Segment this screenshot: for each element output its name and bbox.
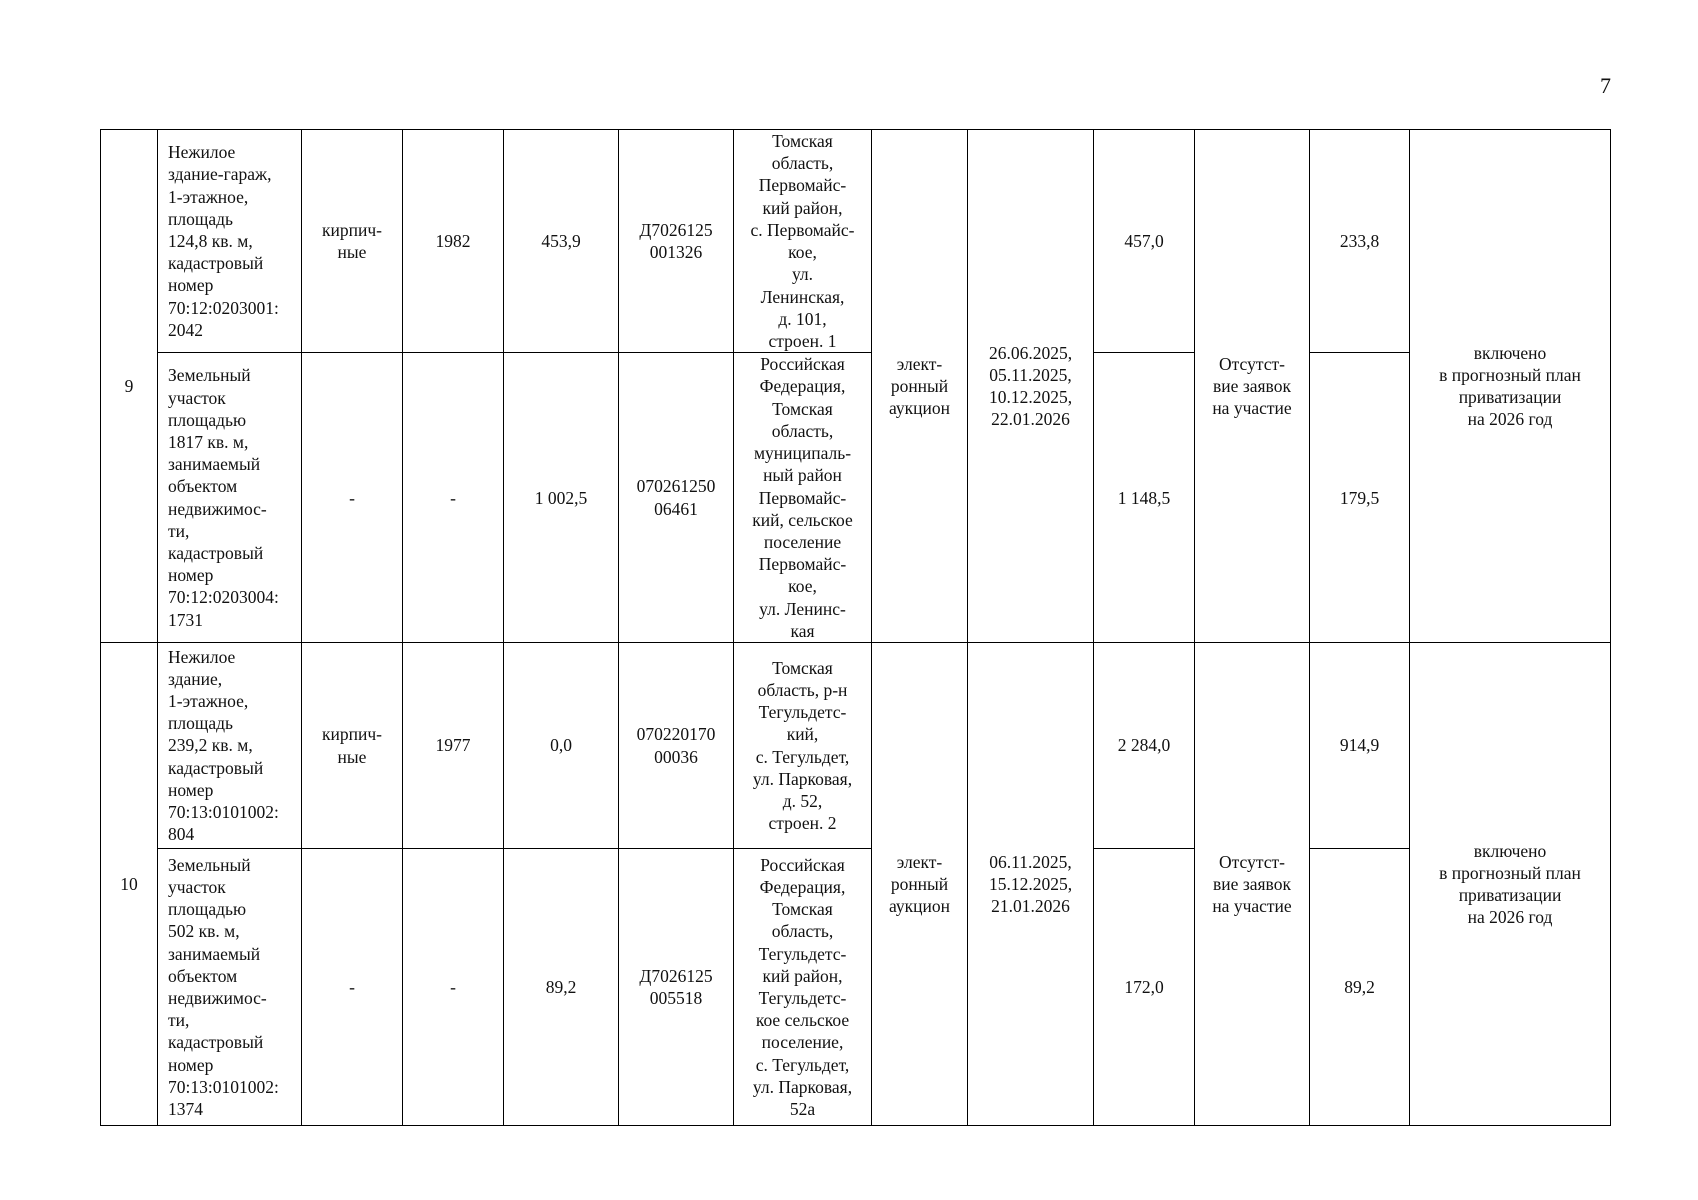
value-cell: 0,0 bbox=[504, 643, 619, 849]
object-address: Российская Федерация, Томская область, муниципаль- ный район Первомайс- кий, сельское поселение Первомайс- кое, ул. Ленинс- кая bbox=[734, 353, 872, 643]
object-description: Земельный участок площадью 502 кв. м, занимаемый объектом недвижимос- ти, кадастровый номер 70:13:0101002: 1374 bbox=[158, 849, 302, 1126]
wall-material: - bbox=[302, 353, 403, 643]
privatization-note: включено в прогнозный план приватизации на 2026 год bbox=[1410, 130, 1611, 643]
auction-result: Отсутст- вие заявок на участие bbox=[1195, 130, 1310, 643]
value-cell: 1 002,5 bbox=[504, 353, 619, 643]
value-cell: 1 148,5 bbox=[1094, 353, 1195, 643]
object-description: Нежилое здание, 1-этажное, площадь 239,2 кв. м, кадастровый номер 70:13:0101002: 804 bbox=[158, 643, 302, 849]
value-cell: 233,8 bbox=[1310, 130, 1410, 353]
value-cell: 172,0 bbox=[1094, 849, 1195, 1126]
page-number: 7 bbox=[1600, 73, 1611, 98]
wall-material: кирпич- ные bbox=[302, 643, 403, 849]
sale-method: элект- ронный аукцион bbox=[872, 643, 968, 1126]
row-number: 10 bbox=[101, 643, 158, 1126]
registry-number: 070220170 00036 bbox=[619, 643, 734, 849]
object-description: Нежилое здание-гараж, 1-этажное, площадь 124,8 кв. м, кадастровый номер 70:12:0203001: 2042 bbox=[158, 130, 302, 353]
value-cell: 914,9 bbox=[1310, 643, 1410, 849]
construction-year: - bbox=[403, 849, 504, 1126]
registry-number: Д7026125 005518 bbox=[619, 849, 734, 1126]
construction-year: - bbox=[403, 353, 504, 643]
object-address: Томская область, Первомайс- кий район, с. Первомайс- кое, ул. Ленинская, д. 101, строен. 1 bbox=[734, 130, 872, 353]
object-address: Российская Федерация, Томская область, Тегульдетс- кий район, Тегульдетс- кое сельское поселение, с. Тегульдет, ул. Парковая, 52а bbox=[734, 849, 872, 1126]
auction-result: Отсутст- вие заявок на участие bbox=[1195, 643, 1310, 1126]
privatization-note: включено в прогнозный план приватизации на 2026 год bbox=[1410, 643, 1611, 1126]
row-number: 9 bbox=[101, 130, 158, 643]
table-row bbox=[101, 130, 1611, 353]
registry-number: Д7026125 001326 bbox=[619, 130, 734, 353]
value-cell: 89,2 bbox=[1310, 849, 1410, 1126]
construction-year: 1982 bbox=[403, 130, 504, 353]
auction-dates: 06.11.2025, 15.12.2025, 21.01.2026 bbox=[968, 643, 1094, 1126]
auction-dates: 26.06.2025, 05.11.2025, 10.12.2025, 22.01.2026 bbox=[968, 130, 1094, 643]
value-cell: 89,2 bbox=[504, 849, 619, 1126]
wall-material: кирпич- ные bbox=[302, 130, 403, 353]
privatization-table bbox=[100, 129, 1611, 1126]
table-row bbox=[101, 353, 1611, 643]
construction-year: 1977 bbox=[403, 643, 504, 849]
registry-number: 070261250 06461 bbox=[619, 353, 734, 643]
value-cell: 457,0 bbox=[1094, 130, 1195, 353]
value-cell: 453,9 bbox=[504, 130, 619, 353]
table-row bbox=[101, 643, 1611, 849]
sale-method: элект- ронный аукцион bbox=[872, 130, 968, 643]
value-cell: 179,5 bbox=[1310, 353, 1410, 643]
wall-material: - bbox=[302, 849, 403, 1126]
value-cell: 2 284,0 bbox=[1094, 643, 1195, 849]
object-description: Земельный участок площадью 1817 кв. м, занимаемый объектом недвижимос- ти, кадастровый номер 70:12:0203004: 1731 bbox=[158, 353, 302, 643]
object-address: Томская область, р-н Тегульдетс- кий, с. Тегульдет, ул. Парковая, д. 52, строен. 2 bbox=[734, 643, 872, 849]
table-row bbox=[101, 849, 1611, 1126]
